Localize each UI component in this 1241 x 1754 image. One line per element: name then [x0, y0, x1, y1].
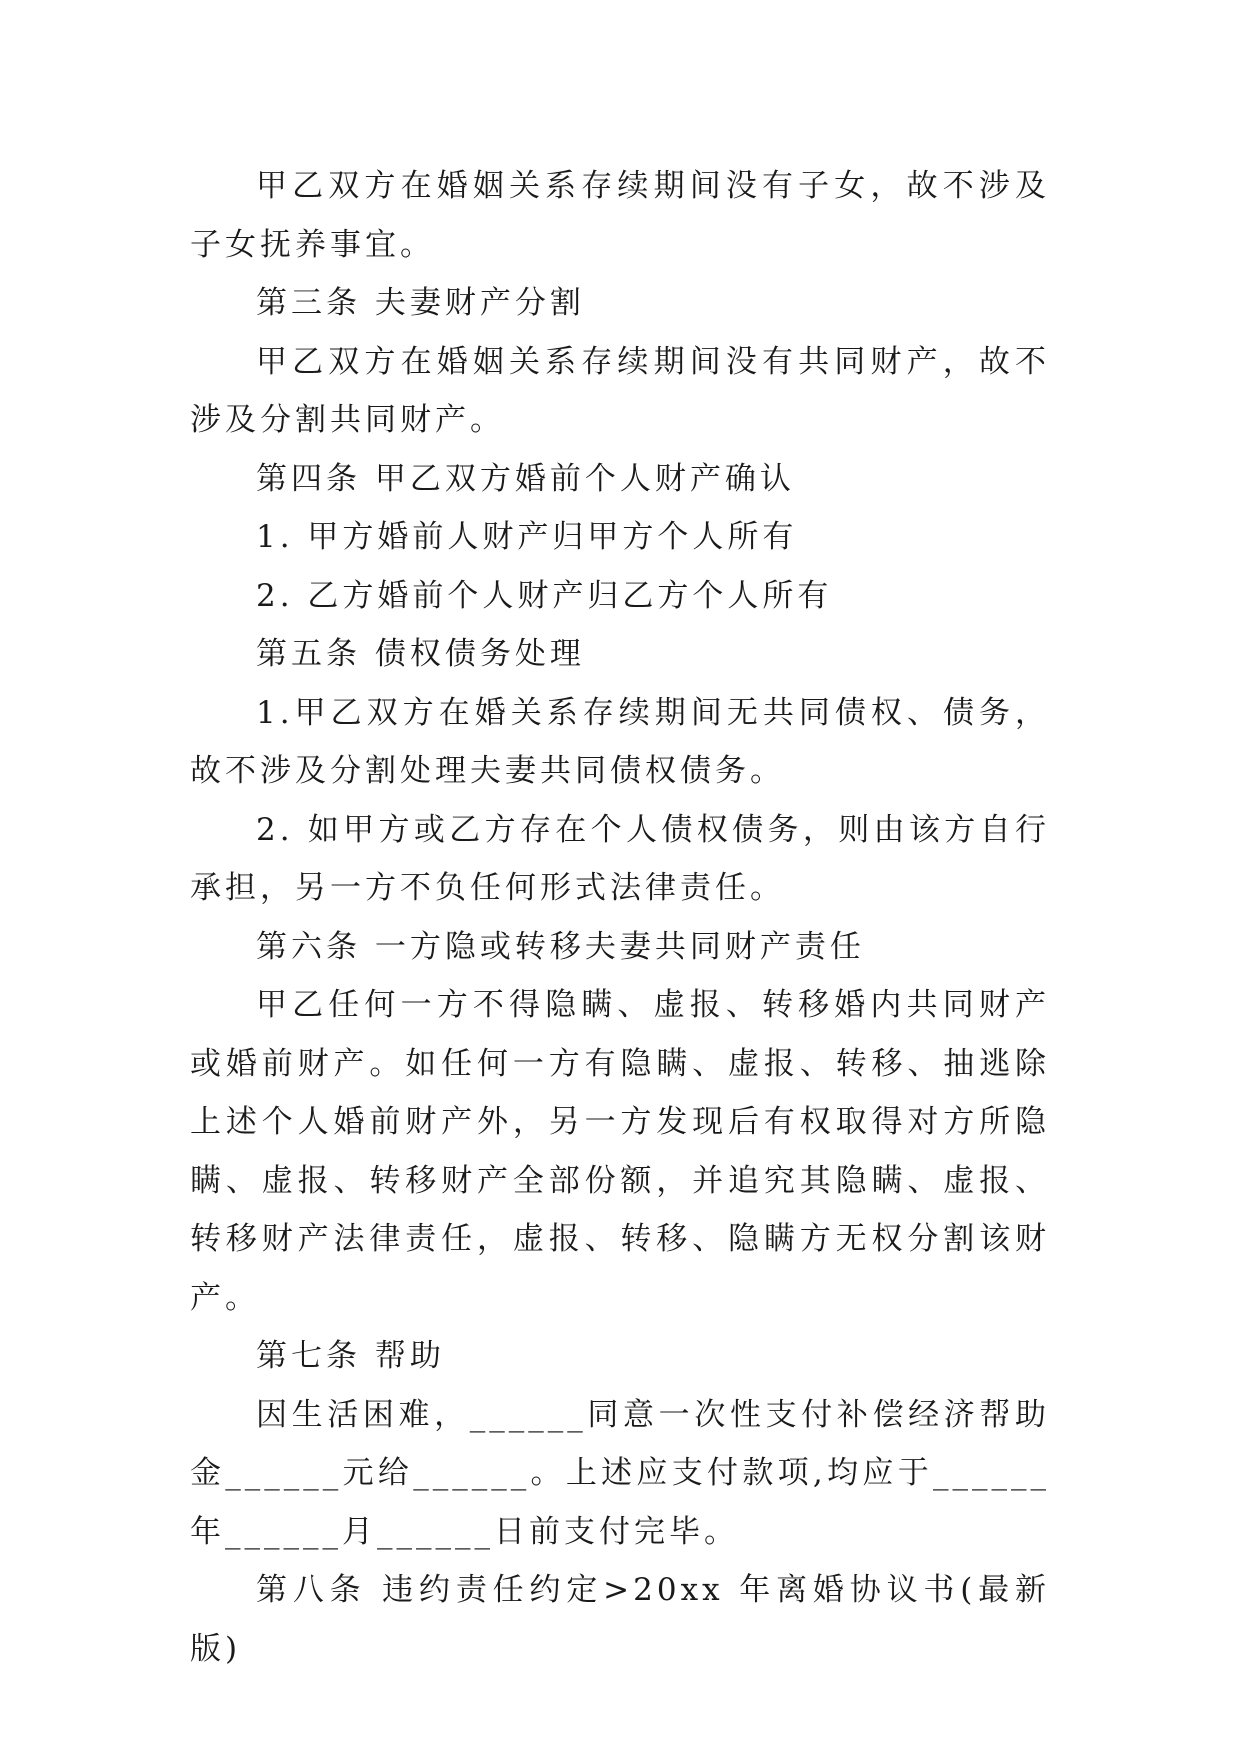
heading-article-7: 第七条 帮助 [256, 1338, 445, 1374]
heading-article-4: 第四条 甲乙双方婚前个人财产确认 [256, 460, 795, 497]
heading-article-6: 第六条 一方隐或转移夫妻共同财产责任 [256, 928, 865, 965]
paragraph-assistance: 因生活困难，______同意一次性支付补偿经济帮助金______元给______。上述应支付款项,均应于______年______月______日前支付完毕。 [190, 1396, 1050, 1550]
item-5-2: 2. 如甲方或乙方存在个人债权债务，则由该方自行承担，另一方不负任何形式法律责任。 [190, 811, 1050, 906]
paragraph-no-common-property: 甲乙双方在婚姻关系存续期间没有共同财产，故不涉及分割共同财产。 [190, 343, 1050, 438]
item-4-1: 1. 甲方婚前人财产归甲方个人所有 [256, 519, 798, 555]
heading-article-8: 第八条 违约责任约定>20xx 年离婚协议书(最新版) [190, 1572, 1050, 1667]
paragraph-no-children: 甲乙双方在婚姻关系存续期间没有子女，故不涉及子女抚养事宜。 [190, 168, 1050, 263]
paragraph-concealment: 甲乙任何一方不得隐瞒、虚报、转移婚内共同财产或婚前财产。如任何一方有隐瞒、虚报、转移、抽逃除上述个人婚前财产外，另一方发现后有权取得对方所隐瞒、虚报、转移财产全部份额，并追究其隐瞒、虚报、转移财产法律责任，虚报、转移、隐瞒方无权分割该财产。 [190, 987, 1050, 1316]
document-body [190, 157, 1050, 1678]
heading-article-5: 第五条 债权债务处理 [256, 636, 585, 672]
heading-article-3: 第三条 夫妻财产分割 [256, 285, 585, 321]
item-5-1: 1.甲乙双方在婚关系存续期间无共同债权、债务，故不涉及分割处理夫妻共同债权债务。 [190, 694, 1050, 789]
item-4-2: 2. 乙方婚前个人财产归乙方个人所有 [256, 577, 833, 614]
